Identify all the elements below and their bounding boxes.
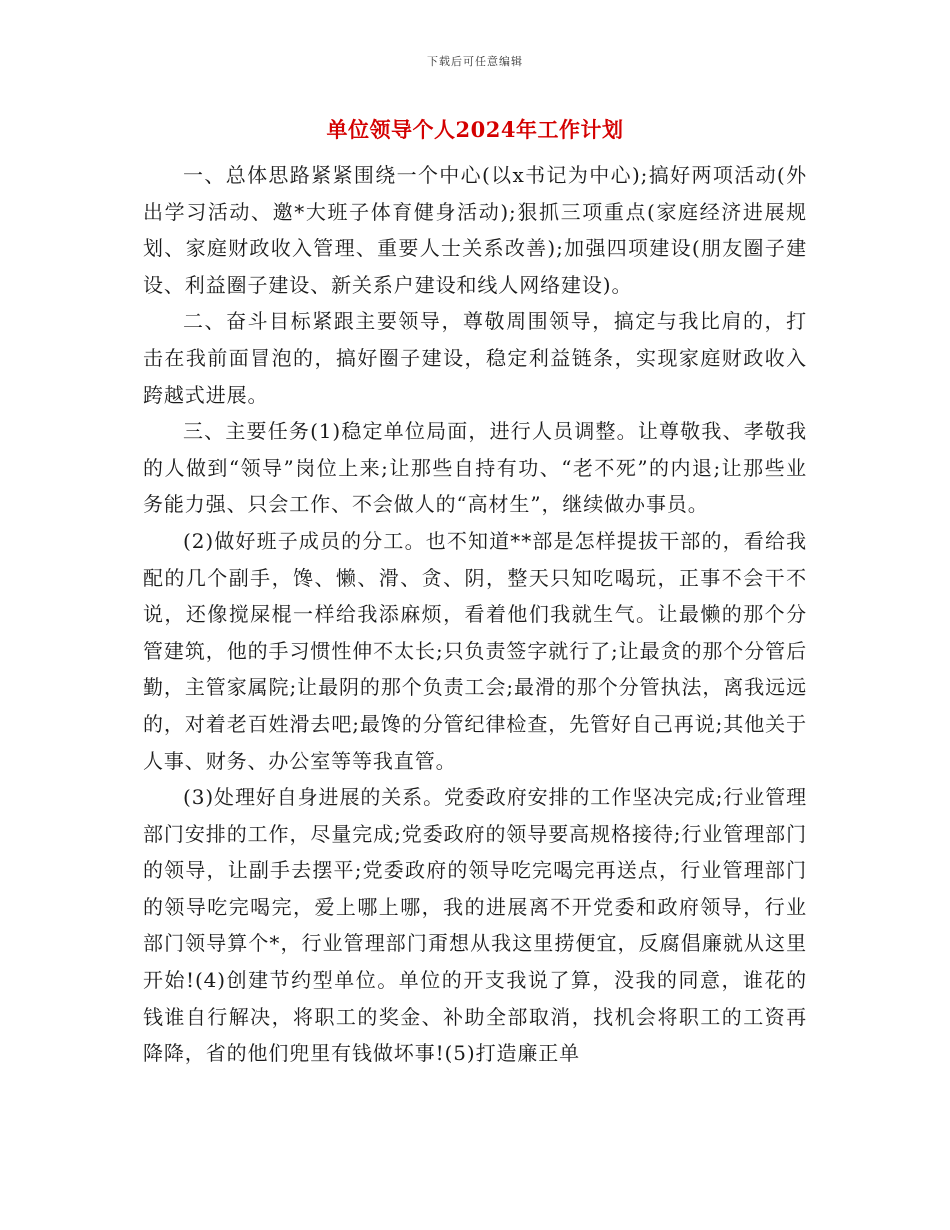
paragraph-goals: 二、奋斗目标紧跟主要领导，尊敬周围领导，搞定与我比肩的，打击在我前面冒泡的，搞好圈子建设，稳定利益链条，实现家庭财政收入跨越式进展。 bbox=[143, 309, 807, 407]
paragraph-team-division: (2)做好班子成员的分工。也不知道**部是怎样提拔干部的，看给我配的几个副手，馋、懒、滑、贪、阴，整天只知吃喝玩，正事不会干不说，还像搅屎棍一样给我添麻烦，看着他们我就生气。让最懒的那个分管建筑，他的手习惯性伸不太长;只负责签字就行了;让最贪的那个分管后勤，主管家属院;让最阴的那个负责工会;最滑的那个分管执法，离我远远的，对着老百姓滑去吧;最馋的分管纪律检查，先管好自己再说;其他关于人事、财务、办公室等等我直管。 bbox=[143, 528, 807, 773]
document-body bbox=[143, 157, 807, 1072]
document-title: 单位领导个人2024年工作计划 bbox=[326, 117, 624, 142]
paragraph-main-tasks: 三、主要任务(1)稳定单位局面，进行人员调整。让尊敬我、孝敬我的人做到“领导”岗位上来;让那些自持有功、“老不死”的内退;让那些业务能力强、只会工作、不会做人的“高材生”，继续做办事员。 bbox=[143, 419, 807, 517]
page-header-note: 下载后可任意编辑 bbox=[427, 55, 523, 68]
paragraph-overall-approach: 一、总体思路紧紧围绕一个中心(以x书记为中心);搞好两项活动(外出学习活动、邀*大班子体育健身活动);狠抓三项重点(家庭经济进展规划、家庭财政收入管理、重要人士关系改善);加强四项建设(朋友圈子建设、利益圈子建设、新关系户建设和线人网络建设)。 bbox=[143, 163, 807, 297]
paragraph-self-development: (3)处理好自身进展的关系。党委政府安排的工作坚决完成;行业管理部门安排的工作，尽量完成;党委政府的领导要高规格接待;行业管理部门的领导，让副手去摆平;党委政府的领导吃完喝完再送点，行业管理部门的领导吃完喝完，爱上哪上哪，我的进展离不开党委和政府领导，行业部门领导算个*，行业管理部门甭想从我这里捞便宜，反腐倡廉就从这里开始!(4)创建节约型单位。单位的开支我说了算，没我的同意，谁花的钱谁自行解决，将职工的奖金、补助全部取消，找机会将职工的工资再降降，省的他们兜里有钱做坏事!(5)打造廉正单 bbox=[143, 785, 807, 1066]
